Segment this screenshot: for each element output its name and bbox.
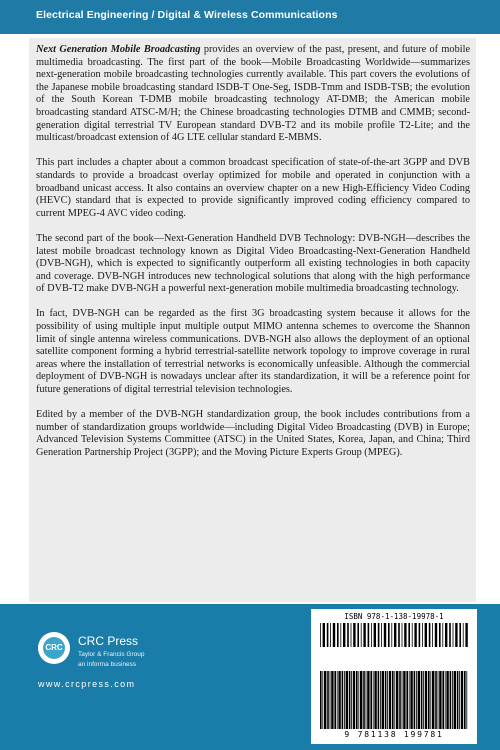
barcode-bar <box>320 623 321 647</box>
barcode-bar <box>371 623 372 647</box>
barcode-bar <box>423 671 424 729</box>
barcode-bar <box>432 623 433 647</box>
barcode-bar <box>421 671 423 729</box>
barcode-bar <box>435 623 437 647</box>
barcode-bar <box>430 671 431 729</box>
barcode-bar <box>416 671 417 729</box>
barcode-bar <box>394 623 396 647</box>
barcode-bar <box>408 623 410 647</box>
barcode-bar <box>349 671 351 729</box>
barcode-bar <box>323 623 325 647</box>
barcode-bar <box>378 623 380 647</box>
barcode-bar <box>327 623 329 647</box>
barcode-bar <box>450 671 452 729</box>
barcode-bar <box>459 671 460 729</box>
barcode-bar <box>337 623 339 647</box>
barcode-bar <box>370 671 372 729</box>
barcode-bar <box>353 623 355 647</box>
barcode-bar <box>428 671 430 729</box>
barcode-bar <box>392 671 394 729</box>
barcode-bar <box>351 623 352 647</box>
barcode-bar <box>384 623 386 647</box>
barcode-bar <box>382 671 384 729</box>
barcode-bar <box>347 623 349 647</box>
barcode-bar <box>388 623 390 647</box>
barcode-bar <box>389 671 391 729</box>
barcode-bar <box>322 671 323 729</box>
barcode-bar <box>403 671 405 729</box>
barcode-bar <box>439 623 441 647</box>
barcode-bar <box>396 671 398 729</box>
barcode-bar <box>453 623 454 647</box>
barcode-bar <box>333 623 335 647</box>
barcode-bar <box>465 623 467 647</box>
barcode-bar <box>446 671 448 729</box>
ean-digits: 9 781138 199781 <box>344 730 444 739</box>
barcode-bar <box>455 623 457 647</box>
isbn-label: ISBN 978-1-138-19978-1 <box>344 612 444 621</box>
blurb-paragraph-2: This part includes a chapter about a common broadcast specification of state-of-the-art 3GPP and DVB standards to provide a broadcast overlay optimized for mobile and operated in conjunction with a broadband unicast access. It also contains an overview chapter on a new High-Efficiency Video Coding (HEVC) standard that is expected to provide significantly improved coding efficiency compared to current MPEG-4 AVC video coding. <box>36 157 470 219</box>
category-bar <box>0 0 500 34</box>
barcode-bar <box>353 671 355 729</box>
publisher-name: CRC Press <box>78 634 139 648</box>
ean-barcode <box>318 671 470 729</box>
barcode-bar <box>412 623 413 647</box>
barcode-bar <box>425 671 427 729</box>
barcode-bar <box>445 671 446 729</box>
barcode-bar <box>373 671 374 729</box>
barcode-bar <box>366 671 367 729</box>
barcode-panel <box>311 609 477 744</box>
barcode-bar <box>391 623 392 647</box>
barcode-bar <box>410 671 412 729</box>
barcode-bar <box>367 671 369 729</box>
barcode-bar <box>418 671 420 729</box>
barcode-bar <box>457 671 459 729</box>
barcode-bar <box>452 671 453 729</box>
crc-logo-icon <box>38 632 70 664</box>
barcode-bar <box>351 671 352 729</box>
category-label: Electrical Engineering / Digital & Wireless Communications <box>36 9 338 21</box>
barcode-bar <box>445 623 447 647</box>
barcode-bar <box>449 623 451 647</box>
barcode-bar <box>459 623 461 647</box>
barcode-bar <box>414 623 416 647</box>
barcode-bar <box>361 623 362 647</box>
barcode-bar <box>464 671 466 729</box>
barcode-bar <box>466 671 467 729</box>
barcode-bar <box>429 623 431 647</box>
barcode-bar <box>338 671 340 729</box>
barcode-bar <box>320 671 322 729</box>
barcode-bar <box>398 623 400 647</box>
barcode-bar <box>402 671 403 729</box>
barcode-bar <box>346 671 348 729</box>
barcode-bar <box>363 623 365 647</box>
barcode-bar <box>461 671 463 729</box>
publisher-business: an informa business <box>78 661 137 668</box>
barcode-bar <box>385 671 387 729</box>
barcode-bar <box>387 671 388 729</box>
barcode-bar <box>374 671 376 729</box>
barcode-bar <box>358 671 359 729</box>
barcode-bar <box>419 623 421 647</box>
barcode-bar <box>337 671 338 729</box>
barcode-bar <box>330 671 331 729</box>
blurb-text <box>36 44 470 472</box>
barcode-bar <box>324 671 326 729</box>
barcode-bar <box>454 671 456 729</box>
barcode-bar <box>394 671 395 729</box>
barcode-bar <box>360 671 362 729</box>
blurb-paragraph-4: In fact, DVB-NGH can be regarded as the first 3G broadcasting system because it allows for the possibility of using multiple input multiple output MIMO antenna schemes to overcome the Shannon limit of single antenna wireless communications. DVB-NGH also allows the deployment of an optional satellite component forming a hybrid terrestrial-satellite network topology to improve coverage in rural areas where the installation of terrestrial networks is economically unfeasible. Although the commercial deployment of DVB-NGH is nowadays unclear after its standardization, it will be a reference point for future generations of digital terrestrial television technologies. <box>36 308 470 396</box>
barcode-bar <box>331 671 333 729</box>
barcode-bar <box>342 671 344 729</box>
crc-logo-mark: CRC <box>43 637 65 659</box>
publisher-website: www.crcpress.com <box>38 679 136 689</box>
barcode-bar <box>438 671 439 729</box>
barcode-bar <box>442 671 444 729</box>
barcode-bar <box>330 623 331 647</box>
blurb-paragraph-5: Edited by a member of the DVB-NGH standardization group, the book includes contributions from a number of standardization groups worldwide—including Digital Video Broadcasting (DVB) in Europe; Advanced Television Systems Committee (ATSC) in the United States, Korea, Japan, and China; Third Generation Partnership Project (3GPP); and the Moving Picture Experts Group (MPEG). <box>36 409 470 458</box>
barcode-bar <box>327 671 329 729</box>
barcode-bar <box>363 671 365 729</box>
barcode-bar <box>425 623 427 647</box>
barcode-bar <box>406 671 408 729</box>
barcode-bar <box>357 623 359 647</box>
barcode-bar <box>422 623 423 647</box>
barcode-bar <box>435 671 437 729</box>
barcode-bar <box>344 671 345 729</box>
barcode-bar <box>404 623 406 647</box>
barcode-bar <box>381 623 382 647</box>
barcode-bar <box>368 623 370 647</box>
barcode-bar <box>356 671 358 729</box>
barcode-bar <box>374 623 376 647</box>
barcode-bar <box>340 623 341 647</box>
barcode-bar <box>378 671 380 729</box>
book-title-lead: Next Generation Mobile Broadcasting <box>36 44 201 55</box>
barcode-bar <box>402 623 403 647</box>
barcode-bar <box>343 623 345 647</box>
barcode-bar <box>334 671 336 729</box>
barcode-bar <box>380 671 381 729</box>
isbn-barcode <box>318 623 470 647</box>
barcode-bar <box>409 671 410 729</box>
barcode-bar <box>439 671 441 729</box>
blurb-paragraph-1-body: provides an overview of the past, present, and future of mobile multimedia broadcasting. The first part of the book—Mobile Broadcasting Worldwide—summarizes next-generation mobile broadcasting technologies currently available. This part covers the evolutions of the Japanese mobile broadcasting standard ISDB-T One-Seg, ISDB-Tmm and ISDB-TSB; the evolution of the South Korean T-DMB mobile broadcasting technology AT-DMB; the American mobile broadcasting standard ATSC-M/H; the Chinese broadcasting technologies DTMB and CMMB; second-generation digital terrestrial TV European standard DVB-T2 and its mobile profile T2-Lite; and the multicast/broadcast extension of 4G LTE cellular standard E-MBMS. <box>36 44 471 144</box>
barcode-bar <box>432 671 434 729</box>
blurb-paragraph-3: The second part of the book—Next-Generation Handheld DVB Technology: DVB-NGH—describes the latest mobile broadcast technology known as Digital Video Broadcasting-Next-Generation Handheld (DVB-NGH), which is expected to significantly outperform all existing technologies in both capacity and coverage. DVB-NGH introduces new technological solutions that along with the high performance of DVB-T2 make DVB-NGH a powerful next-generation mobile multimedia broadcasting technology. <box>36 232 470 295</box>
barcode-bar <box>414 671 416 729</box>
blurb-paragraph-1 <box>36 44 470 145</box>
barcode-bar <box>463 623 464 647</box>
publisher-group: Taylor & Francis Group <box>78 651 145 658</box>
barcode-bar <box>399 671 401 729</box>
barcode-bar <box>442 623 443 647</box>
